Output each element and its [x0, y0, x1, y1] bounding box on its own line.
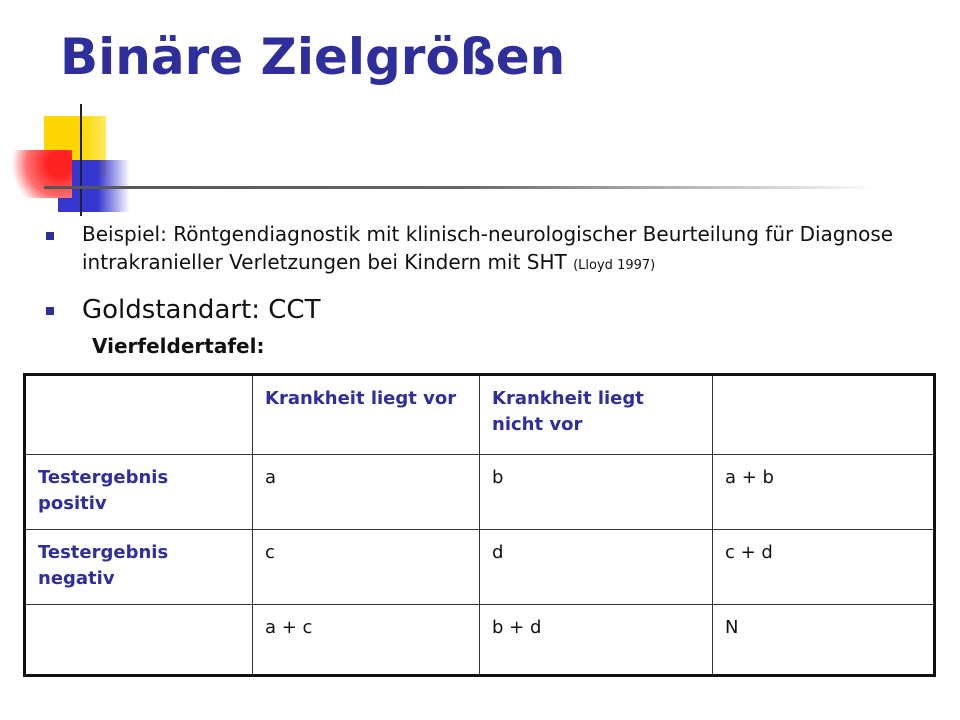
bullet-item-goldstandard [44, 294, 924, 326]
table-cell: a + c [253, 605, 480, 676]
table-cell: c + d [713, 530, 935, 605]
table-header-row [25, 375, 935, 455]
bullet-text: Beispiel: Röntgendiagnostik mit klinisch-neurologischer Beurteilung für Diagnose intrakranieller Verletzungen bei Kindern mit SHT [82, 222, 894, 274]
bullet-item-example [44, 220, 924, 280]
bullet-square-icon [46, 232, 54, 240]
table-cell: a + b [713, 455, 935, 530]
logo-red-square [10, 150, 72, 198]
table-cell [25, 375, 253, 455]
table-row [25, 455, 935, 530]
bullet-list [44, 220, 924, 358]
table-cell: c [253, 530, 480, 605]
table-cell: a [253, 455, 480, 530]
table-cell: b [480, 455, 713, 530]
bullet-citation: (Lloyd 1997) [573, 258, 656, 273]
table-cell [25, 605, 253, 676]
table-cell: d [480, 530, 713, 605]
subheading: Vierfeldertafel: [92, 334, 265, 358]
table-cell: N [713, 605, 935, 676]
title-divider [44, 186, 874, 189]
row-header: Testergebnis negativ [25, 530, 253, 605]
row-header: Testergebnis positiv [25, 455, 253, 530]
table-row [25, 605, 935, 676]
table-cell [713, 375, 935, 455]
table-cell: b + d [480, 605, 713, 676]
slide-title: Binäre Zielgrößen [60, 28, 566, 86]
column-header: Krankheit liegt vor [253, 375, 480, 455]
decorative-logo [0, 100, 140, 220]
column-header: Krankheit liegt nicht vor [480, 375, 713, 455]
bullet-text: Goldstandart: CCT [82, 295, 321, 325]
bullet-square-icon [46, 307, 54, 315]
logo-vertical-line [80, 104, 82, 216]
table-row [25, 530, 935, 605]
contingency-table [23, 373, 936, 677]
